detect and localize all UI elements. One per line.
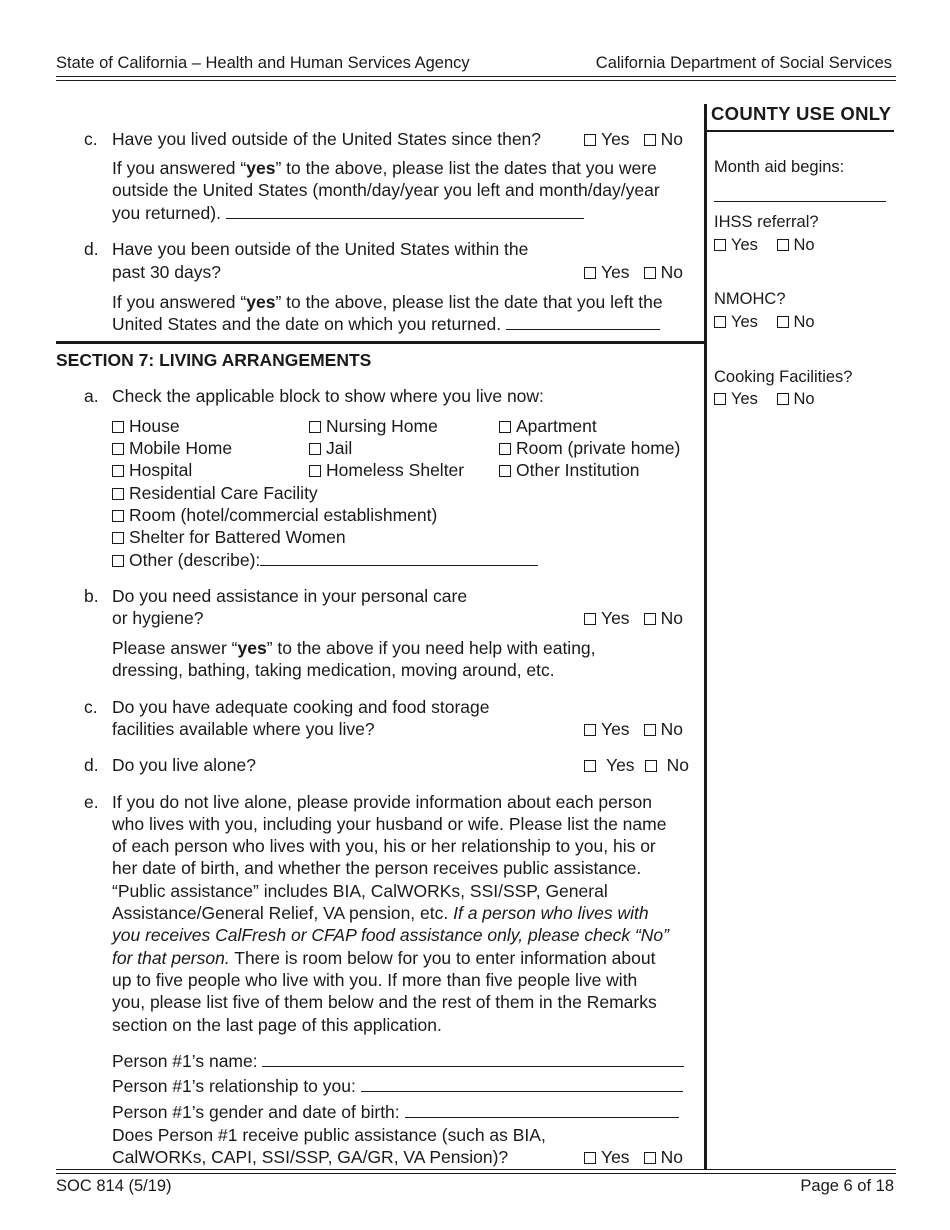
bold-yes: yes [246,158,276,178]
person1-pa-yes-checkbox[interactable] [584,1152,596,1164]
s7-b-note-line2: dressing, bathing, taking medication, moving around, etc. [112,660,555,680]
s7-b-yes-no [584,607,683,630]
s7-b-yes-checkbox[interactable] [584,613,596,625]
prev-c-note-line3 [112,202,584,225]
s7-c-question-line2: facilities available where you live? [112,719,375,739]
nmohc-no-label: No [793,313,815,331]
s7-d-no-checkbox[interactable] [645,760,657,772]
prev-c-note-line2: outside the United States (month/day/year you left and month/day/year [112,180,660,200]
no-label: No [660,1147,683,1167]
checkbox[interactable] [112,488,124,500]
italic-text: If a person who lives with [453,903,649,923]
label: Mobile Home [129,438,233,458]
label: Room (hotel/commercial establishment) [129,505,438,525]
s7-c-yes-no [584,718,683,741]
county-title-rule [706,130,894,132]
checkbox[interactable] [499,421,511,433]
person1-name-field[interactable] [262,1050,684,1067]
cooking-label: Cooking Facilities? [714,368,853,386]
prev-d-note-line1 [112,291,663,314]
nmohc-no-checkbox[interactable] [777,316,789,328]
month-aid-label: Month aid begins: [714,158,845,176]
s7-c-no-checkbox[interactable] [644,724,656,736]
person1-relationship-row [112,1075,683,1098]
checkbox[interactable] [309,443,321,455]
prev-c-letter: c. [84,129,98,149]
no-label: No [660,262,683,282]
text: ” to the above, please list the dates that you were [275,158,657,178]
ihss-yes-checkbox[interactable] [714,239,726,251]
footer-form-number: SOC 814 (5/19) [56,1177,172,1195]
nmohc-yes-checkbox[interactable] [714,316,726,328]
label: Jail [326,438,353,458]
section-7-title: SECTION 7: LIVING ARRANGEMENTS [56,350,372,370]
no-label: No [660,608,683,628]
prev-c-note-line1 [112,157,657,180]
option-other[interactable] [112,549,538,572]
option-room-hotel[interactable] [112,504,437,527]
italic-text: you receives CalFresh or CFAP food assistance only, please check “No” [112,925,669,945]
prev-d-letter: d. [84,239,99,259]
bold-yes: yes [246,292,276,312]
s7-b-question-line1: Do you need assistance in your personal care [112,586,468,606]
italic-text: for that person. [112,948,230,968]
prev-d-question-line2: past 30 days? [112,262,221,282]
text: ” to the above if you need help with eating, [266,638,596,658]
cooking-no-label: No [793,390,815,408]
label: Shelter for Battered Women [129,527,346,547]
nmohc-options [714,311,815,334]
prev-c-no-checkbox[interactable] [644,134,656,146]
text: ” to the above, please list the date that you left the [275,292,663,312]
prev-d-question-line1: Have you been outside of the United States within the [112,239,529,259]
footer-rule-1 [56,1169,896,1170]
option-house[interactable] [112,415,180,438]
cooking-yes-checkbox[interactable] [714,393,726,405]
option-apartment[interactable] [499,415,597,438]
option-other-institution[interactable] [499,459,640,482]
yes-label: Yes [601,129,630,149]
s7-d-yes-no [584,754,689,777]
checkbox[interactable] [112,465,124,477]
s7-e-line3: of each person who lives with you, his or her relationship to you, his or [112,836,656,856]
prev-d-yes-checkbox[interactable] [584,267,596,279]
s7-e-line10: you, please list five of them below and the rest of them in the Remarks [112,992,657,1012]
no-label: No [660,719,683,739]
text: Assistance/General Relief, VA pension, etc. [112,903,454,923]
prev-d-note-line2 [112,313,660,336]
checkbox[interactable] [112,421,124,433]
label: Other (describe): [129,550,261,570]
ihss-options [714,234,815,257]
nmohc-yes-label: Yes [731,313,758,331]
no-label: No [666,755,689,775]
header-agency: State of California – Health and Human Services Agency [56,54,470,72]
prev-d-dates-field[interactable] [506,313,660,330]
checkbox[interactable] [499,443,511,455]
s7-c-yes-checkbox[interactable] [584,724,596,736]
person1-pa-line1: Does Person #1 receive public assistance (such as BIA, [112,1125,546,1145]
person1-name-row [112,1050,684,1073]
label: Person #1’s name: [112,1051,258,1071]
yes-label: Yes [601,1147,630,1167]
person1-pa-line2: CalWORKs, CAPI, SSI/SSP, GA/GR, VA Pension)? [112,1147,509,1167]
text: If you answered “ [112,158,247,178]
option-room-private-home[interactable] [499,437,680,460]
footer-rule-2 [56,1173,896,1174]
option-hospital[interactable] [112,459,192,482]
s7-e-line4: her date of birth, and whether the person receives public assistance. [112,858,642,878]
s7-e-letter: e. [84,792,99,812]
header-department: California Department of Social Services [595,54,892,72]
month-aid-field[interactable] [714,201,886,202]
s7-d-question: Do you live alone? [112,755,256,775]
yes-label: Yes [606,755,635,775]
bold-yes: yes [237,638,267,658]
person1-pa-yes-no [584,1146,683,1169]
cooking-yes-label: Yes [731,390,758,408]
s7-e-line1: If you do not live alone, please provide information about each person [112,792,652,812]
s7-e-line2: who lives with you, including your husband or wife. Please list the name [112,814,667,834]
s7-b-question-line2: or hygiene? [112,608,204,628]
ihss-yes-label: Yes [731,236,758,254]
s7-c-question-line1: Do you have adequate cooking and food storage [112,697,490,717]
yes-label: Yes [601,719,630,739]
option-jail[interactable] [309,437,352,460]
checkbox[interactable] [112,443,124,455]
checkbox[interactable] [112,532,124,544]
text: There is room below for you to enter information about [229,948,656,968]
nmohc-label: NMOHC? [714,290,786,308]
s7-e-line7 [112,924,669,947]
cooking-no-checkbox[interactable] [777,393,789,405]
yes-label: Yes [601,262,630,282]
person1-relationship-field[interactable] [361,1075,683,1092]
s7-a-question: Check the applicable block to show where you live now: [112,386,544,406]
label: Hospital [129,460,193,480]
county-use-only-title: COUNTY USE ONLY [711,103,892,124]
yes-label: Yes [601,608,630,628]
s7-c-letter: c. [84,697,98,717]
label: Homeless Shelter [326,460,465,480]
label: House [129,416,180,436]
label: Other Institution [516,460,640,480]
ihss-no-checkbox[interactable] [777,239,789,251]
option-shelter-battered-women[interactable] [112,526,346,549]
cooking-options [714,388,815,411]
checkbox[interactable] [112,510,124,522]
s7-b-no-checkbox[interactable] [644,613,656,625]
header-rule-2 [56,80,896,81]
label: Residential Care Facility [129,483,318,503]
county-column-divider [704,104,707,1169]
option-homeless-shelter[interactable] [309,459,464,482]
ihss-no-label: No [793,236,815,254]
person1-gender-dob-row [112,1101,679,1124]
prev-c-question: Have you lived outside of the United States since then? [112,129,542,149]
ihss-label: IHSS referral? [714,213,819,231]
section-divider [56,341,706,344]
option-mobile-home[interactable] [112,437,232,460]
label: Person #1’s relationship to you: [112,1076,356,1096]
s7-e-line11: section on the last page of this application. [112,1015,442,1035]
person1-gender-dob-field[interactable] [405,1101,679,1118]
s7-d-letter: d. [84,755,99,775]
other-describe-field[interactable] [260,549,538,566]
no-label: No [660,129,683,149]
s7-e-line6 [112,902,649,925]
prev-d-yes-no [584,261,683,284]
option-nursing-home[interactable] [309,415,438,438]
header-rule-1 [56,76,896,77]
s7-e-line8 [112,947,655,970]
checkbox[interactable] [309,465,321,477]
prev-c-dates-field[interactable] [226,202,584,219]
text: If you answered “ [112,292,247,312]
label: Person #1’s gender and date of birth: [112,1102,400,1122]
text: United States and the date on which you returned. [112,314,502,334]
option-residential-care[interactable] [112,482,318,505]
prev-c-yes-no [584,128,683,151]
footer-page-number: Page 6 of 18 [800,1177,894,1195]
s7-e-line5: “Public assistance” includes BIA, CalWORKs, SSI/SSP, General [112,881,608,901]
checkbox[interactable] [112,555,124,567]
prev-d-no-checkbox[interactable] [644,267,656,279]
label: Nursing Home [326,416,438,436]
s7-a-letter: a. [84,386,99,406]
s7-e-line9: up to five people who live with you. If more than five people live with [112,970,638,990]
text: Please answer “ [112,638,238,658]
s7-b-letter: b. [84,586,99,606]
label: Room (private home) [516,438,681,458]
s7-b-note-line1 [112,637,596,660]
label: Apartment [516,416,597,436]
text: you returned). [112,203,221,223]
person1-pa-no-checkbox[interactable] [644,1152,656,1164]
s7-d-yes-checkbox[interactable] [584,760,596,772]
checkbox[interactable] [309,421,321,433]
prev-c-yes-checkbox[interactable] [584,134,596,146]
checkbox[interactable] [499,465,511,477]
